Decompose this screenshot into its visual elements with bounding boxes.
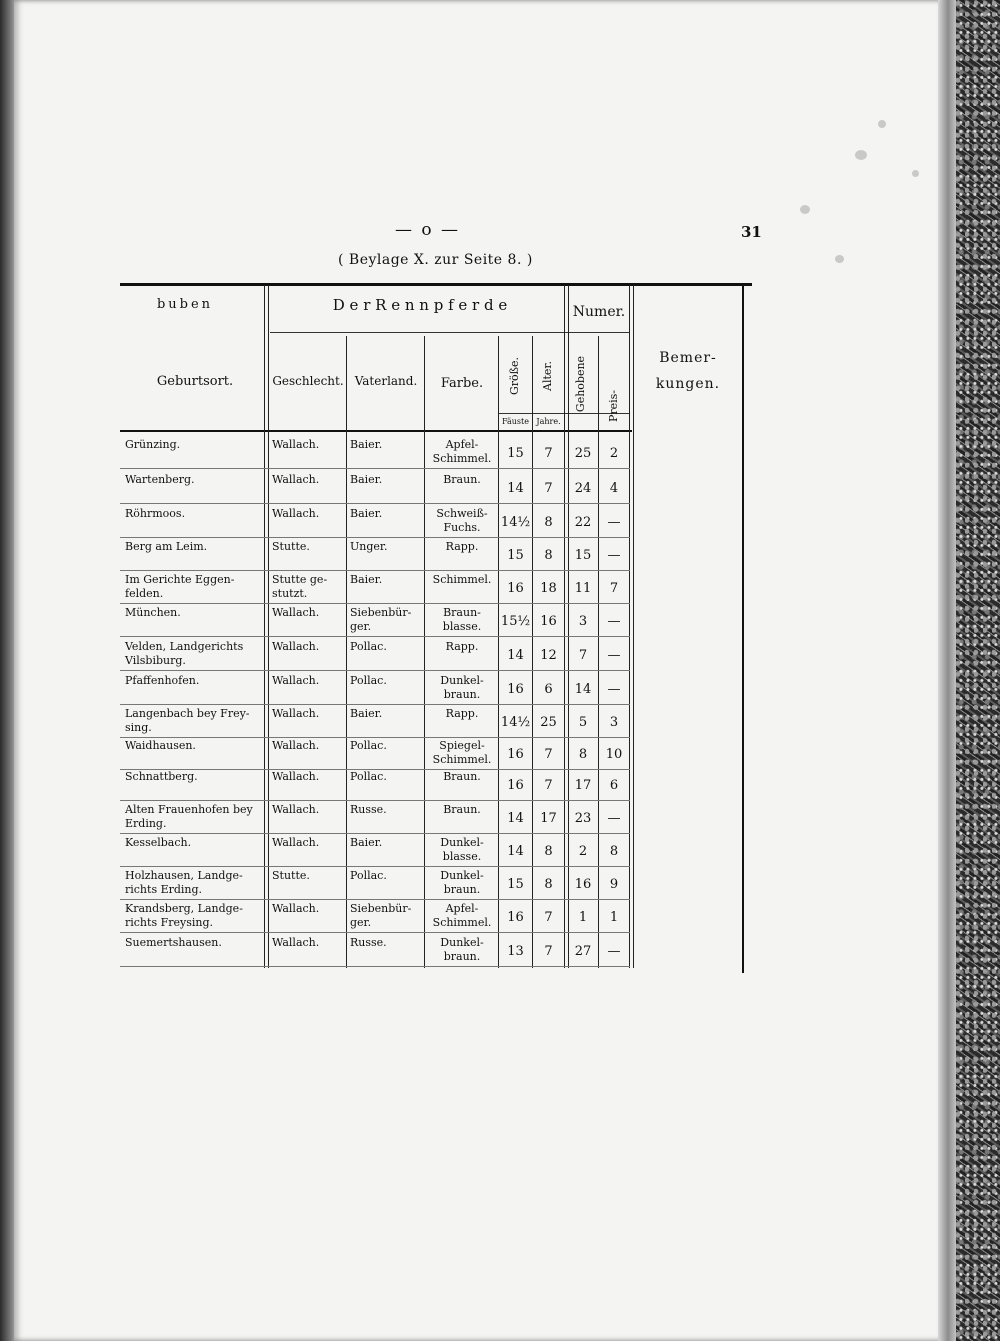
cell-farbe: Braun. — [443, 473, 481, 486]
cell-gehobene: 22 — [574, 515, 592, 530]
cell-vaterland: Russe. — [350, 936, 387, 949]
foxing-spot — [835, 255, 844, 263]
cell-alter: 7 — [544, 944, 553, 959]
cell-ort: Im Gerichte Eggen- felden. — [125, 573, 235, 600]
cell-gehobene: 8 — [578, 747, 588, 762]
column-rule — [424, 336, 425, 968]
page-number: 31 — [741, 223, 762, 241]
cell-gehobene: 14 — [574, 682, 592, 697]
cell-farbe: Dunkel- blasse. — [440, 836, 484, 863]
cell-farbe: Dunkel- braun. — [440, 869, 484, 896]
cell-groesse: 15 — [507, 877, 524, 892]
row-separator — [120, 932, 630, 933]
cell-vaterland: Baier. — [350, 836, 383, 849]
cell-vaterland: Pollac. — [350, 869, 387, 882]
cell-alter: 8 — [544, 877, 553, 892]
row-separator — [120, 468, 630, 469]
cell-preis: — — [607, 811, 621, 826]
header-rennpferde: D e r R e n n p f e r d e — [332, 296, 508, 314]
cell-ort: München. — [125, 606, 181, 619]
top-rule — [120, 283, 752, 286]
cell-farbe: Braun. — [443, 770, 481, 783]
cell-vaterland: Baier. — [350, 573, 383, 586]
cell-groesse: 15 — [507, 548, 524, 563]
cell-preis: — — [607, 944, 621, 959]
cell-farbe: Schweiß- Fuchs. — [436, 507, 488, 534]
header-groesse: Größe. — [508, 356, 521, 396]
cell-alter: 8 — [544, 844, 553, 859]
cell-alter: 6 — [544, 682, 553, 697]
cell-groesse: 14½ — [500, 515, 531, 530]
cell-ort: Velden, Landgerichts Vilsbiburg. — [125, 640, 244, 667]
cell-groesse: 14½ — [500, 715, 531, 730]
cell-groesse: 16 — [507, 778, 524, 793]
cell-groesse: 15 — [507, 446, 524, 461]
cell-preis: 4 — [609, 481, 619, 496]
cell-alter: 8 — [544, 548, 553, 563]
cell-preis: — — [607, 682, 621, 697]
cell-alter: 7 — [544, 778, 553, 793]
cell-farbe: Rapp. — [445, 707, 479, 720]
cell-geschlecht: Wallach. — [272, 936, 320, 949]
header-gehobene: Gehobene — [574, 355, 587, 413]
cell-vaterland: Pollac. — [350, 674, 387, 687]
foxing-spot — [855, 150, 867, 160]
row-separator — [120, 737, 630, 738]
cell-ort: Waidhausen. — [125, 739, 196, 752]
cell-preis: — — [607, 614, 621, 629]
cell-gehobene: 2 — [578, 844, 588, 859]
cell-groesse: 14 — [507, 648, 524, 663]
cell-vaterland: Pollac. — [350, 739, 387, 752]
cell-ort: Krandsberg, Landge- richts Freysing. — [125, 902, 243, 929]
cell-vaterland: Siebenbür- ger. — [350, 606, 412, 633]
cell-preis: — — [607, 548, 621, 563]
cell-vaterland: Baier. — [350, 707, 383, 720]
cell-gehobene: 15 — [574, 548, 592, 563]
cell-ort: Holzhausen, Landge- richts Erding. — [125, 869, 243, 896]
cell-alter: 17 — [540, 811, 557, 826]
row-separator — [120, 503, 630, 504]
row-separator — [120, 866, 630, 867]
header-vaterland: Vaterland. — [354, 374, 418, 388]
cell-groesse: 15½ — [500, 614, 531, 629]
cell-vaterland: Baier. — [350, 473, 383, 486]
row-separator — [120, 966, 630, 967]
cell-ort: Röhrmoos. — [125, 507, 186, 520]
cell-farbe: Rapp. — [445, 540, 479, 553]
cell-ort: Alten Frauenhofen bey Erding. — [125, 803, 253, 830]
cell-preis: 10 — [605, 747, 623, 762]
running-head: — o — — [395, 220, 461, 240]
cell-preis: 1 — [609, 910, 619, 925]
cell-alter: 18 — [540, 581, 557, 596]
cell-vaterland: Unger. — [350, 540, 388, 553]
cell-groesse: 16 — [507, 682, 524, 697]
cell-preis: 2 — [609, 446, 619, 461]
cell-farbe: Apfel- Schimmel. — [432, 902, 492, 929]
header-faeuste: Fäuste — [502, 417, 529, 426]
cell-geschlecht: Wallach. — [272, 803, 320, 816]
cell-geschlecht: Wallach. — [272, 770, 320, 783]
row-separator — [120, 603, 630, 604]
header-bemerkungen: Bemer- kungen. — [655, 350, 721, 392]
cell-ort: Pfaffenhofen. — [125, 674, 200, 687]
cell-geschlecht: Wallach. — [272, 507, 320, 520]
cell-gehobene: 3 — [578, 614, 588, 629]
cell-gehobene: 1 — [578, 910, 588, 925]
row-separator — [120, 636, 630, 637]
cell-farbe: Dunkel- braun. — [440, 936, 484, 963]
cell-farbe: Spiegel- Schimmel. — [432, 739, 492, 766]
header-bottom-rule — [120, 430, 632, 432]
cell-alter: 8 — [544, 515, 553, 530]
cell-farbe: Apfel- Schimmel. — [432, 438, 492, 465]
foxing-spot — [912, 170, 919, 177]
row-separator — [120, 570, 630, 571]
cell-geschlecht: Wallach. — [272, 836, 320, 849]
cell-preis: — — [607, 515, 621, 530]
cell-gehobene: 7 — [578, 648, 588, 663]
cell-ort: Schnattberg. — [125, 770, 198, 783]
cell-geschlecht: Stutte. — [272, 540, 310, 553]
cell-ort: Berg am Leim. — [125, 540, 208, 553]
cell-gehobene: 24 — [574, 481, 592, 496]
cell-groesse: 13 — [507, 944, 524, 959]
cell-ort: Wartenberg. — [125, 473, 195, 486]
cell-vaterland: Siebenbür- ger. — [350, 902, 412, 929]
cell-gehobene: 27 — [574, 944, 592, 959]
table-right-edge — [742, 285, 744, 973]
cell-alter: 16 — [540, 614, 557, 629]
cell-geschlecht: Wallach. — [272, 739, 320, 752]
cell-groesse: 16 — [507, 581, 524, 596]
cell-ort: Kesselbach. — [125, 836, 192, 849]
endpaper-edge — [938, 0, 958, 1341]
row-separator — [120, 833, 630, 834]
foxing-spot — [800, 205, 810, 214]
cell-alter: 25 — [540, 715, 557, 730]
cell-groesse: 16 — [507, 747, 524, 762]
cell-geschlecht: Stutte. — [272, 869, 310, 882]
header-jahre: Jahre. — [536, 417, 561, 426]
cell-ort: Grünzing. — [125, 438, 181, 451]
row-separator — [120, 899, 630, 900]
cell-gehobene: 23 — [574, 811, 592, 826]
cell-geschlecht: Wallach. — [272, 438, 320, 451]
cell-gehobene: 5 — [578, 715, 588, 730]
cell-geschlecht: Wallach. — [272, 707, 320, 720]
cell-geschlecht: Wallach. — [272, 674, 320, 687]
cell-gehobene: 25 — [574, 446, 592, 461]
cell-alter: 7 — [544, 481, 553, 496]
cell-geschlecht: Wallach. — [272, 473, 320, 486]
cell-geschlecht: Wallach. — [272, 640, 320, 653]
cell-preis: 8 — [609, 844, 619, 859]
row-separator — [120, 537, 630, 538]
cell-preis: 9 — [609, 877, 619, 892]
cell-vaterland: Baier. — [350, 438, 383, 451]
cell-preis: 7 — [609, 581, 619, 596]
cell-geschlecht: Stutte ge- stutzt. — [272, 573, 328, 600]
row-separator — [120, 670, 630, 671]
row-separator — [120, 704, 630, 705]
cell-alter: 7 — [544, 446, 553, 461]
cell-ort: Langenbach bey Frey- sing. — [125, 707, 250, 734]
marbled-cover — [956, 0, 1000, 1341]
header-geschlecht: Geschlecht. — [272, 374, 344, 388]
cell-preis: — — [607, 648, 621, 663]
header-buben: buben — [156, 297, 214, 312]
cell-preis: 6 — [609, 778, 619, 793]
row-separator — [120, 800, 630, 801]
cell-groesse: 14 — [507, 481, 524, 496]
cell-vaterland: Pollac. — [350, 640, 387, 653]
cell-preis: 3 — [609, 715, 619, 730]
table-caption: ( Beylage X. zur Seite 8. ) — [338, 252, 533, 268]
cell-geschlecht: Wallach. — [272, 902, 320, 915]
cell-farbe: Rapp. — [445, 640, 479, 653]
cell-geschlecht: Wallach. — [272, 606, 320, 619]
cell-groesse: 14 — [507, 844, 524, 859]
foxing-spot — [878, 120, 886, 128]
header-geburtsort: Geburtsort. — [156, 374, 234, 389]
cell-farbe: Braun- blasse. — [442, 606, 482, 633]
cell-gehobene: 16 — [574, 877, 592, 892]
cell-groesse: 16 — [507, 910, 524, 925]
cell-vaterland: Baier. — [350, 507, 383, 520]
header-alter: Alter. — [541, 361, 554, 391]
cell-gehobene: 17 — [574, 778, 592, 793]
cell-alter: 12 — [540, 648, 557, 663]
cell-farbe: Braun. — [443, 803, 481, 816]
cell-ort: Suemertshausen. — [125, 936, 222, 949]
header-preis: Preis- — [607, 389, 620, 423]
header-farbe: Farbe. — [440, 376, 484, 391]
header-numer: Numer. — [572, 304, 626, 320]
cell-vaterland: Russe. — [350, 803, 387, 816]
column-rule — [346, 336, 347, 968]
cell-gehobene: 11 — [574, 581, 592, 596]
cell-groesse: 14 — [507, 811, 524, 826]
header-divider — [270, 332, 630, 333]
cell-alter: 7 — [544, 747, 553, 762]
cell-vaterland: Pollac. — [350, 770, 387, 783]
cell-farbe: Schimmel. — [432, 573, 492, 586]
cell-alter: 7 — [544, 910, 553, 925]
cell-farbe: Dunkel- braun. — [440, 674, 484, 701]
